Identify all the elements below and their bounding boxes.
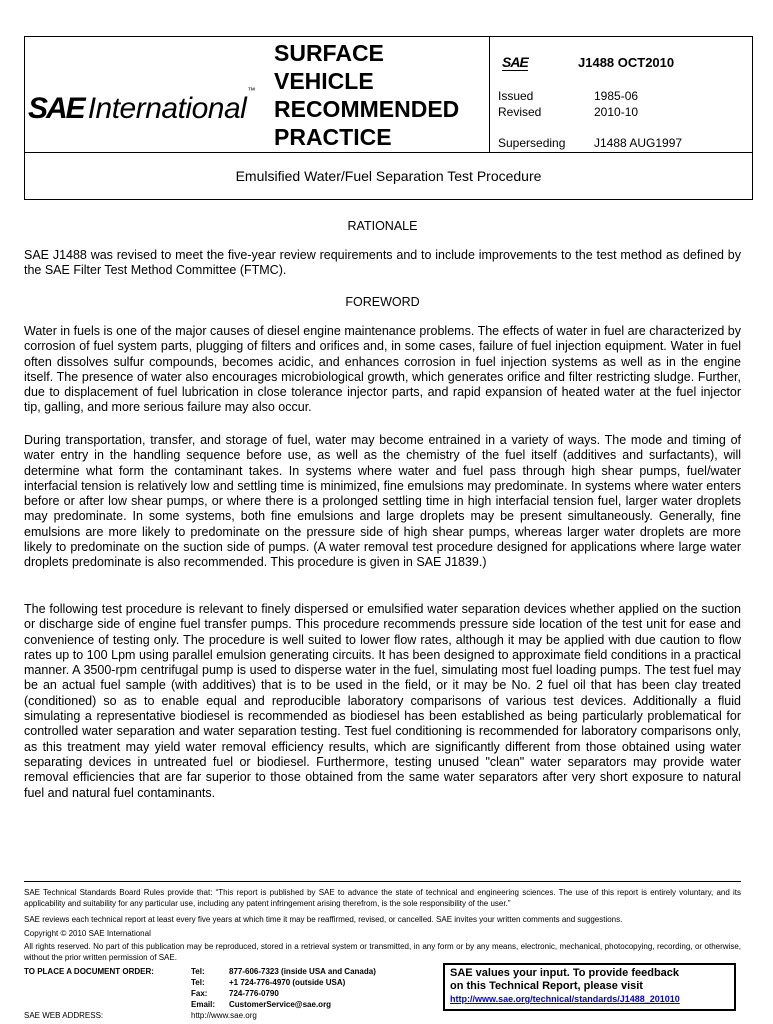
issued-label: Issued xyxy=(498,89,534,103)
header-column-divider xyxy=(489,36,490,153)
document-type-line: VEHICLE xyxy=(274,68,374,94)
foreword-paragraph: Water in fuels is one of the major causes of diesel engine maintenance problems. The effects of water in fuel are characterized by corrosion of fuel system parts, plugging of filters and orifices and, in some cases, failure of fuel injection equipment. Water in fuel often dissolves sulfur compounds, becomes acidic, and enhances corrosion in fuel injection systems as well as in the engine itself. The presence of water also encourages microbiological growth, which generates orifice and filter restricting sludge. Further, due to displacement of fuel lubrication in close tolerance injector parts, and rapid expansion of heated water at the fuel injector tip, galling, and more serious failure may also occur. xyxy=(24,324,741,415)
sae-small-logo: SAE xyxy=(502,54,528,70)
header-divider xyxy=(24,152,753,153)
board-rules-note: SAE Technical Standards Board Rules provide that: “This report is published by SAE to advance the state of technical and engineering sciences. The use of this report is entirely voluntary, and its applicability and suitability for any particular use, including any patent infringement arising therefrom, is the sole responsibility of the user.” xyxy=(24,888,741,908)
superseding-label: Superseding xyxy=(498,136,566,150)
superseding-value: J1488 AUG1997 xyxy=(594,136,683,150)
foreword-paragraph: The following test procedure is relevant to finely dispersed or emulsified water separation devices whether applied on the suction or discharge side of engine fuel transfer pumps. This procedure recommends pressure side location of the test unit for ease and convenience of testing only. The procedure is well suited to lower flow rates, although it may be applied with due caution to flow rates up to 100 Lpm using parallel emulsion generating circuits. It has been designed to approximate field conditions in a practical manner. A 3500-rpm centrifugal pump is used to disperse water in the fuel, simulating most fuel loading pumps. The test fuel may be an actual fuel sample (with additives) that is to be used in the field, or it may be No. 2 fuel oil that has been clay treated (conditioned) so as to enable equal and reproducible laboratory comparisons of various test devices. Additionally a fluid simulating a representative biodiesel is recommended as biodiesel has been established as being particularly problematical for controlled water separation and water separation testing. Test fuel conditioning is recommended for laboratory comparisons only, as this treatment may yield water removal efficiency results, which are significantly different from those obtained using water separating devices in untreated fuel or biodiesel. Furthermore, testing unused "clean" water separators may provide water removal efficiencies that are far superior to those obtained from the same water separators after very short exposure to natural fuel and natural fuel contaminants. xyxy=(24,602,741,800)
sae-international-logo xyxy=(28,84,255,124)
document-type-line: RECOMMENDED xyxy=(274,96,460,122)
revised-value: 2010-10 xyxy=(594,105,639,119)
logo-mark: SAE xyxy=(28,92,84,125)
document-title: Emulsified Water/Fuel Separation Test Procedure xyxy=(235,168,542,184)
issued-value: 1985-06 xyxy=(594,89,639,103)
tel-value[interactable]: 877-606-7323 (inside USA and Canada) xyxy=(229,967,376,976)
email-link[interactable]: CustomerService@sae.org xyxy=(229,1000,332,1009)
email-label: Email: xyxy=(191,1000,216,1009)
logo-trademark: ™ xyxy=(247,86,256,95)
footer-divider xyxy=(24,881,741,882)
issued-row xyxy=(498,89,639,103)
feedback-line: SAE values your input. To provide feedback xyxy=(450,967,680,979)
document-number: J1488 OCT2010 xyxy=(578,55,675,70)
fax-label: Fax: xyxy=(191,989,208,998)
tel2-value[interactable]: +1 724-776-4970 (outside USA) xyxy=(229,978,346,987)
revised-row xyxy=(498,105,639,119)
feedback-box xyxy=(443,963,736,1011)
feedback-line: on this Technical Report, please visit xyxy=(450,980,643,992)
foreword-heading: FOREWORD xyxy=(345,295,420,309)
revised-label: Revised xyxy=(498,105,542,119)
document-type xyxy=(274,39,459,151)
copyright-note: Copyright © 2010 SAE International xyxy=(24,929,151,938)
review-note: SAE reviews each technical report at least every five years at which time it may be reaffirmed, revised, or cancelled. SAE invites your written comments and suggestions. xyxy=(24,915,623,924)
document-type-line: SURFACE xyxy=(274,40,384,66)
fax-value: 724-776-0790 xyxy=(229,989,279,998)
rationale-heading: RATIONALE xyxy=(347,219,418,233)
superseding-row xyxy=(498,136,683,150)
rights-note: All rights reserved. No part of this publication may be reproduced, stored in a retrieval system or transmitted, in any form or by any means, electronic, mechanical, photocopying, recording, or otherwise, without the prior written permission of SAE. xyxy=(24,942,741,962)
tel2-label: Tel: xyxy=(191,978,205,987)
document-type-line: PRACTICE xyxy=(274,124,392,150)
web-address-link[interactable]: http://www.sae.org xyxy=(191,1011,257,1020)
feedback-link[interactable]: http://www.sae.org/technical/standards/J1488_201010 xyxy=(450,994,680,1004)
tel-label: Tel: xyxy=(191,967,205,976)
web-address-label: SAE WEB ADDRESS: xyxy=(24,1011,104,1020)
foreword-paragraph: During transportation, transfer, and storage of fuel, water may become entrained in a variety of ways. The mode and timing of water entry in the handling sequence before use, as well as the chemistry of the fuel itself (additives and surfactants), will determine what form the contaminant takes. In systems where water and fuel pass through high shear pumps, fuel/water interfacial tension is relatively low and settling time is minimized, fine emulsions may predominate. In systems where water enters before or after low shear pumps, or where there is a prolonged settling time in high interfacial tension fuel, larger water droplets may predominate. In some systems, both fine emulsions and large droplets may be present simultaneously. Generally, fine emulsions are more likely to predominate on the pressure side of high shear pumps, whereas larger water droplets are more likely to predominate on the suction side of pumps. (A water removal test procedure designed for applications where large water droplets predominate is also recommended. This procedure is given in SAE J1839.) xyxy=(24,433,741,570)
logo-text: International xyxy=(87,92,247,125)
rationale-paragraph: SAE J1488 was revised to meet the five-year review requirements and to include improvements to the test method as defined by the SAE Filter Test Method Committee (FTMC). xyxy=(24,248,741,278)
order-label: TO PLACE A DOCUMENT ORDER: xyxy=(24,967,154,976)
